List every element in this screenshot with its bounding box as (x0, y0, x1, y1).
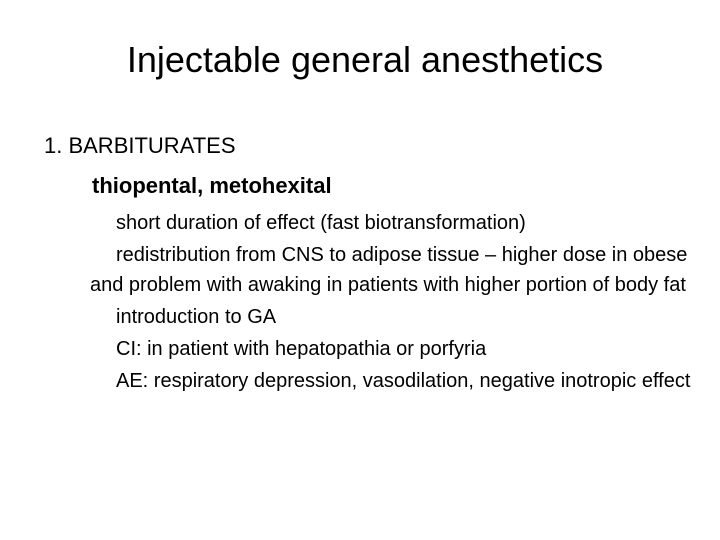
bullet-item-introduction: introduction to GA (116, 306, 277, 328)
bullet-item-adverse-effects: AE: respiratory depression, vasodilation, negative inotropic effect (116, 370, 691, 392)
slide-title: Injectable general anesthetics (126, 39, 604, 80)
bullet-list (90, 208, 705, 398)
bullet-item-duration: short duration of effect (fast biotransformation) (116, 212, 526, 234)
drug-subheading: thiopental, metohexital (92, 173, 332, 198)
bullet-item-contraindications: CI: in patient with hepatopathia or porfyria (116, 338, 487, 360)
section-heading: 1. BARBITURATES (44, 133, 236, 158)
bullet-item-redistribution: redistribution from CNS to adipose tissue – higher dose in obese and problem with awaking in patients with higher portion of body fat (90, 244, 688, 296)
